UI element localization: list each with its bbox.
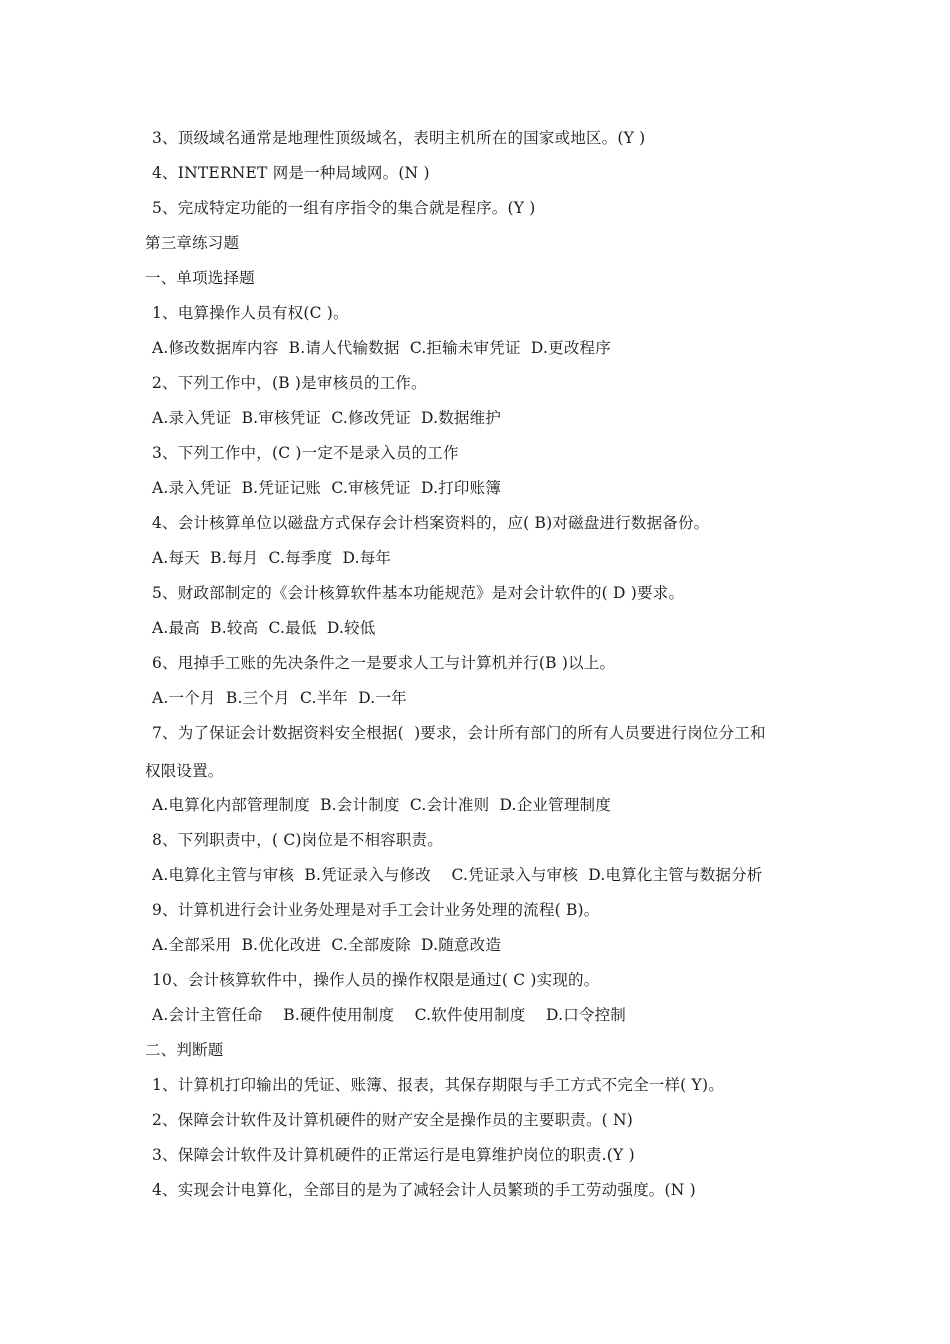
question-10: 10、会计核算软件中，操作人员的操作权限是通过( C )实现的。: [152, 971, 600, 989]
question-4-options: A.每天 B.每月 C.每季度 D.每年: [152, 549, 392, 567]
question-4: 4、会计核算单位以磁盘方式保存会计档案资料的，应( B)对磁盘进行数据备份。: [152, 514, 710, 532]
question-3-options: A.录入凭证 B.凭证记账 C.审核凭证 D.打印账簿: [152, 479, 502, 497]
question-8-options: A.电算化主管与审核 B.凭证录入与修改 C.凭证录入与审核 D.电算化主管与数据分析: [152, 866, 763, 884]
question-9: 9、计算机进行会计业务处理是对手工会计业务处理的流程( B)。: [152, 901, 600, 919]
judgment-2-item-3: 3、保障会计软件及计算机硬件的正常运行是电算维护岗位的职责.(Y ): [152, 1146, 635, 1164]
question-6: 6、甩掉手工账的先决条件之一是要求人工与计算机并行(B )以上。: [152, 654, 616, 672]
question-7-options: A.电算化内部管理制度 B.会计制度 C.会计准则 D.企业管理制度: [152, 796, 611, 814]
judgment-item-3: 3、顶级域名通常是地理性顶级域名，表明主机所在的国家或地区。(Y ): [152, 129, 646, 147]
section-heading-judgment: 二、判断题: [145, 1041, 224, 1059]
question-7-continued: 权限设置。: [145, 762, 224, 780]
question-2-options: A.录入凭证 B.审核凭证 C.修改凭证 D.数据维护: [152, 409, 502, 427]
question-5: 5、财政部制定的《会计核算软件基本功能规范》是对会计软件的( D )要求。: [152, 584, 685, 602]
question-1: 1、电算操作人员有权(C )。: [152, 304, 349, 322]
chapter-heading: 第三章练习题: [145, 234, 240, 252]
question-6-options: A.一个月 B.三个月 C.半年 D.一年: [152, 689, 407, 707]
section-heading-single-choice: 一、单项选择题: [145, 269, 255, 287]
judgment-2-item-4: 4、实现会计电算化，全部目的是为了减轻会计人员繁琐的手工劳动强度。(N ): [152, 1181, 696, 1199]
question-10-options: A.会计主管任命 B.硬件使用制度 C.软件使用制度 D.口令控制: [152, 1006, 626, 1024]
question-7: 7、为了保证会计数据资料安全根据( )要求，会计所有部门的所有人员要进行岗位分工和: [152, 724, 766, 742]
judgment-2-item-2: 2、保障会计软件及计算机硬件的财产安全是操作员的主要职责。( N): [152, 1111, 634, 1129]
question-5-options: A.最高 B.较高 C.最低 D.较低: [152, 619, 376, 637]
question-3: 3、下列工作中，(C )一定不是录入员的工作: [152, 444, 459, 462]
question-9-options: A.全部采用 B.优化改进 C.全部废除 D.随意改造: [152, 936, 502, 954]
judgment-item-4: 4、INTERNET 网是一种局域网。(N ): [152, 164, 430, 182]
question-8: 8、下列职责中，( C)岗位是不相容职责。: [152, 831, 443, 849]
judgment-2-item-1: 1、计算机打印输出的凭证、账簿、报表，其保存期限与手工方式不完全一样( Y)。: [152, 1076, 724, 1094]
question-1-options: A.修改数据库内容 B.请人代输数据 C.拒输未审凭证 D.更改程序: [152, 339, 611, 357]
question-2: 2、下列工作中，(B )是审核员的工作。: [152, 374, 427, 392]
judgment-item-5: 5、完成特定功能的一组有序指令的集合就是程序。(Y ): [152, 199, 536, 217]
